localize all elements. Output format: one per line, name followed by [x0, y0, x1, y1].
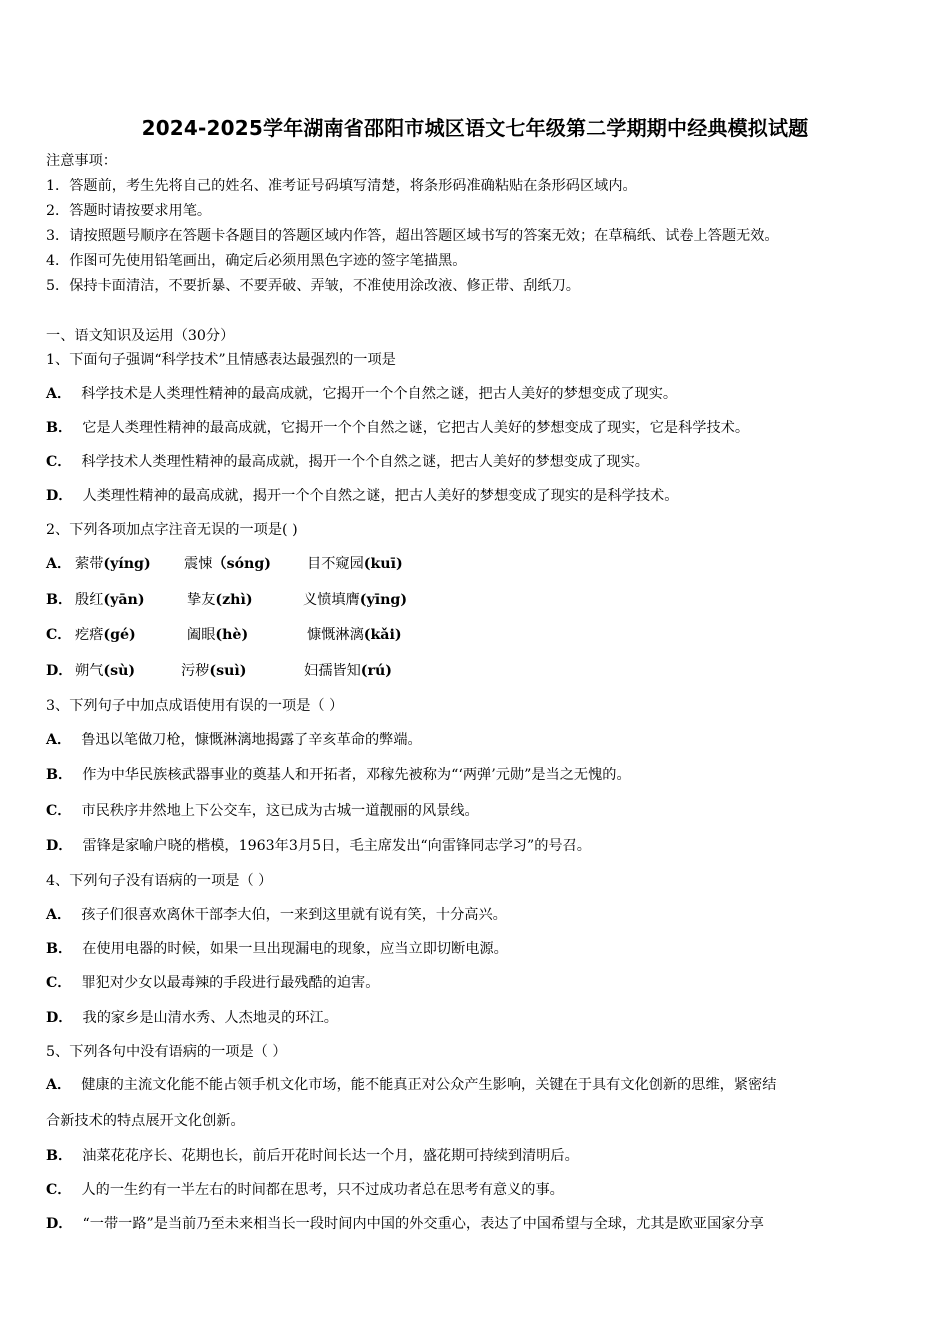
pinyin-item: 慷慨淋漓(kǎi): [307, 627, 402, 643]
question-stem: 1、下面句子强调“科学技术”且情感表达最强烈的一项是: [46, 352, 396, 368]
option-label: A．: [46, 556, 72, 572]
question-stem: 4、下列句子没有语病的一项是（ ）: [46, 873, 273, 889]
question-stem: 5、下列各句中没有语病的一项是（ ）: [46, 1044, 287, 1060]
option-label: B．: [46, 420, 73, 436]
pinyin-item: 萦带(yíng): [75, 556, 151, 572]
option-text: 雷锋是家喻户晓的楷模，1963年3月5日，毛主席发出“向雷锋同志学习”的号召。: [82, 838, 591, 854]
option-row: [46, 801, 479, 821]
option-row: [46, 1180, 564, 1200]
option-label: C．: [46, 1182, 72, 1198]
option-label: C．: [46, 454, 72, 470]
pinyin-item: 污秽(suì): [181, 663, 247, 679]
notice-heading: 注意事项：: [46, 153, 117, 169]
option-label: B．: [46, 592, 73, 608]
option-text: 它是人类理性精神的最高成就，它揭开一个个自然之谜，它把古人美好的梦想变成了现实，它是科学技术。: [82, 420, 750, 436]
option-label: A．: [46, 1077, 72, 1093]
option-label: A．: [46, 732, 72, 748]
option-text: 鲁迅以笔做刀枪，慷慨淋漓地揭露了辛亥革命的弊端。: [81, 732, 422, 748]
pinyin-item: 阖眼(hè): [187, 627, 249, 643]
option-label: D．: [46, 1216, 73, 1232]
option-row: [46, 1008, 338, 1028]
option-row: [46, 905, 507, 925]
pinyin-item: 挚友(zhì): [187, 592, 253, 608]
pinyin-item: 疙瘩(gé): [75, 627, 136, 643]
option-text: 人的一生约有一半左右的时间都在思考，只不过成功者总在思考有意义的事。: [81, 1182, 564, 1198]
option-text: “一带一路”是当前乃至未来相当长一段时间内中国的外交重心，表达了中国希望与全球，尤其是欧亚国家分享: [82, 1216, 764, 1232]
option-row: [46, 486, 678, 506]
option-label: D．: [46, 663, 73, 679]
option-text: 科学技术人类理性精神的最高成就，揭开一个个自然之谜，把古人美好的梦想变成了现实。: [81, 454, 649, 470]
option-row: [46, 384, 677, 404]
option-row: [46, 836, 591, 856]
option-label: B．: [46, 941, 73, 957]
option-row: [46, 418, 749, 438]
option-text: 我的家乡是山清水秀、人杰地灵的环江。: [82, 1010, 338, 1026]
option-row: [46, 973, 379, 993]
option-label: A．: [46, 907, 72, 923]
option-text: 孩子们很喜欢离休干部李大伯，一来到这里就有说有笑，十分高兴。: [81, 907, 507, 923]
option-row: [46, 452, 649, 472]
notice-item: 2．答题时请按要求用笔。: [46, 203, 212, 219]
option-label: C．: [46, 975, 72, 991]
option-label: C．: [46, 627, 72, 643]
question-stem: 3、下列句子中加点成语使用有误的一项是（ ）: [46, 698, 344, 714]
pinyin-item: 震悚（sóng): [184, 556, 271, 572]
pinyin-item: 目不窥园(kuī): [307, 556, 403, 572]
option-label: B．: [46, 767, 73, 783]
option-label: B．: [46, 1148, 73, 1164]
option-label: D．: [46, 838, 73, 854]
option-label: D．: [46, 488, 73, 504]
page-title: 2024-2025学年湖南省邵阳市城区语文七年级第二学期期中经典模拟试题: [141, 116, 809, 140]
option-text: 健康的主流文化能不能占领手机文化市场，能不能真正对公众产生影响，关键在于具有文化创新的思维，紧密结: [81, 1077, 777, 1093]
option-row: [46, 1214, 764, 1234]
option-text: 作为中华民族核武器事业的奠基人和开拓者，邓稼先被称为“‘两弹’元勋”是当之无愧的。: [82, 767, 631, 783]
option-label: C．: [46, 803, 72, 819]
option-label: A．: [46, 386, 72, 402]
pinyin-item: 朔气(sù): [75, 663, 136, 679]
notice-item: 4．作图可先使用铅笔画出，确定后必须用黑色字迹的签字笔描黑。: [46, 253, 467, 269]
option-text: 罪犯对少女以最毒辣的手段进行最残酷的迫害。: [81, 975, 380, 991]
pinyin-item: 义愤填膺(yīng): [303, 592, 408, 608]
notice-item: 5．保持卡面清洁，不要折暴、不要弄破、弄皱，不准使用涂改液、修正带、刮纸刀。: [46, 278, 580, 294]
option-text: 科学技术是人类理性精神的最高成就，它揭开一个个自然之谜，把古人美好的梦想变成了现实。: [81, 386, 678, 402]
pinyin-item: 妇孺皆知(rú): [304, 663, 392, 679]
option-row: [46, 939, 508, 959]
option-label: D．: [46, 1010, 73, 1026]
option-text-continued: 合新技术的特点展开文化创新。: [46, 1113, 245, 1129]
option-text: 在使用电器的时候，如果一旦出现漏电的现象，应当立即切断电源。: [82, 941, 508, 957]
option-row: [46, 1146, 579, 1166]
option-text: 市民秩序井然地上下公交车，这已成为古城一道靓丽的风景线。: [81, 803, 479, 819]
option-row: [46, 1075, 776, 1095]
question-stem: 2、下列各项加点字注音无误的一项是( ): [46, 522, 298, 538]
section-heading: 一、语文知识及运用（30分）: [46, 328, 235, 344]
option-text: 人类理性精神的最高成就，揭开一个个自然之谜，把古人美好的梦想变成了现实的是科学技术。: [82, 488, 679, 504]
option-row: [46, 765, 631, 785]
pinyin-item: 殷红(yān): [75, 592, 145, 608]
option-text: 油菜花花序长、花期也长，前后开花时间长达一个月，盛花期可持续到清明后。: [82, 1148, 579, 1164]
notice-item: 1．答题前，考生先将自己的姓名、准考证号码填写清楚，将条形码准确粘贴在条形码区域内。: [46, 178, 637, 194]
option-row: [46, 730, 422, 750]
notice-item: 3．请按照题号顺序在答题卡各题目的答题区域内作答，超出答题区域书写的答案无效；在草稿纸、试卷上答题无效。: [46, 228, 779, 244]
